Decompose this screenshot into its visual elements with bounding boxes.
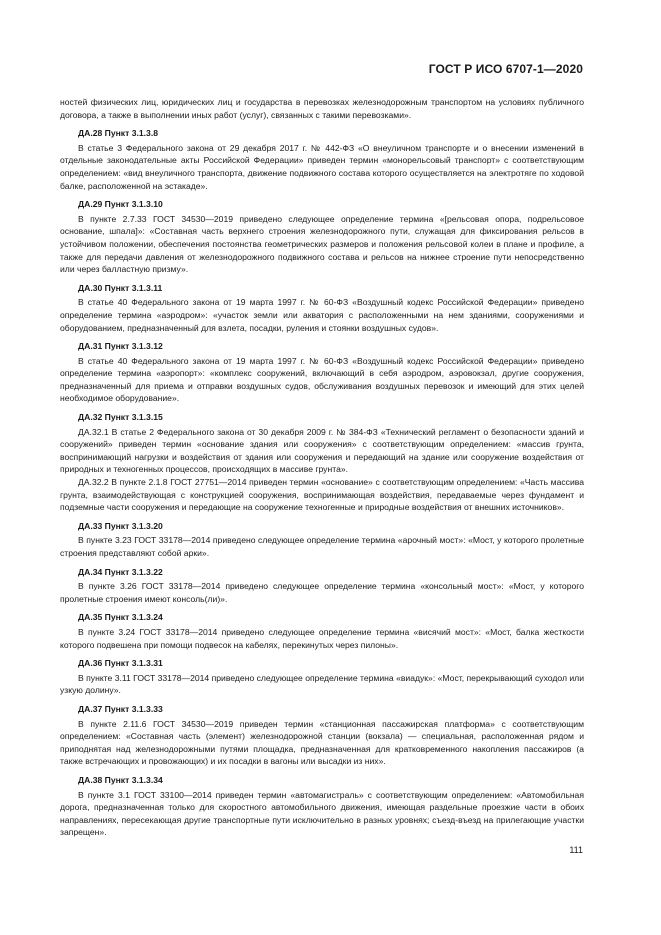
page-number: 111 <box>569 845 583 855</box>
section-heading: ДА.30 Пункт 3.1.3.11 <box>78 282 163 293</box>
section-paragraph: В пункте 3.26 ГОСТ 33178—2014 приведено следующее определение термина «консольный мост»: «Мост, у которого пролетные строения имеют консоль(ли)». <box>60 581 584 604</box>
section-heading: ДА.36 Пункт 3.1.3.31 <box>78 658 163 669</box>
section-heading: ДА.31 Пункт 3.1.3.12 <box>78 341 163 352</box>
section-paragraph: В пункте 3.11 ГОСТ 33178—2014 приведено следующее определение термина «виадук»: «Мост, перекрывающий суходол или узкую долину». <box>60 672 584 696</box>
section-paragraph: В пункте 3.23 ГОСТ 33178—2014 приведено следующее определение термина «арочный мост»: «Мост, у которого пролетные строения представляют собой арки». <box>60 535 584 558</box>
section-paragraph: В пункте 2.11.6 ГОСТ 34530—2019 приведен термин «станционная пассажирская платформа» с соответствующим определением: «Составная часть (элемент) железнодорожной станции (вокзала) — специальная, расположенная рядом и приподнятая над железнодорожными путями площадка, предназначенная для кратковременного накопления пассажиров (а также встречающих и провожающих) и их посадки в вагоны или высадки из них». <box>60 718 584 767</box>
document-code-header: ГОСТ Р ИСО 6707-1—2020 <box>428 62 583 76</box>
section-paragraph: В пункте 3.24 ГОСТ 33178—2014 приведено следующее определение термина «висячий мост»: «Мост, балка жесткости которого подвешена при помощи подвесок на кабелях, перекинутых через пилоны». <box>60 626 584 650</box>
section-heading: ДА.37 Пункт 3.1.3.33 <box>78 703 163 714</box>
document-body <box>60 96 584 839</box>
intro-continuation-text: ностей физических лиц, юридических лиц и государства в перевозках железнодорожным транспортом на условиях публичного договора, а также в выполнении иных работ (услуг), связанных с такими перевозками». <box>60 97 584 120</box>
section-paragraph: ДА.32.1 В статье 2 Федерального закона от 30 декабря 2009 г. № 384-ФЗ «Технический регламент о безопасности зданий и сооружений» приведен термин «основание здания или сооружения» с соответствующим определением: «массив грунта, воспринимающий нагрузки и воздействия от здания или сооружения и передающий на здание или сооружение воздействия от природных и техногенных процессов, происходящих в массиве грунта». <box>60 426 584 475</box>
section-paragraph: В статье 40 Федерального закона от 19 марта 1997 г. № 60-ФЗ «Воздушный кодекс Российской Федерации» приведено определение термина «аэропорт»: «комплекс сооружений, включающий в себя аэродром, аэровокзал, другие сооружения, предназначенный для приема и отправки воздушных судов, обслуживания воздушных перевозок и имеющий для этих целей необходимое оборудование». <box>60 355 584 404</box>
section-heading: ДА.29 Пункт 3.1.3.10 <box>78 199 163 210</box>
section-heading: ДА.28 Пункт 3.1.3.8 <box>78 128 158 139</box>
section-heading: ДА.35 Пункт 3.1.3.24 <box>78 612 163 623</box>
section-paragraph: В пункте 2.7.33 ГОСТ 34530—2019 приведено следующее определение термина «[рельсовая опора, подрельсовое основание, шпала]»: «Составная часть верхнего строения железнодорожного пути, служащая для фиксирования рельсов в устойчивом положении, обеспечения постоянства геометрических размеров и положения рельсовой колеи в плане и профиле, а также для передачи давления от железнодорожного подвижного состава и рельсов на нижнее строение пути непосредственно или через балластную призму». <box>60 213 584 275</box>
section-heading: ДА.38 Пункт 3.1.3.34 <box>78 774 163 785</box>
section-heading: ДА.33 Пункт 3.1.3.20 <box>78 520 163 531</box>
section-paragraph: В статье 40 Федерального закона от 19 марта 1997 г. № 60-ФЗ «Воздушный кодекс Российской Федерации» приведено определение термина «аэродром»: «участок земли или акватория с расположенными на нем зданиями, сооружениями и оборудованием, предназначенный для взлета, посадки, руления и стоянки воздушных судов». <box>60 297 584 333</box>
section-paragraph: В статье 3 Федерального закона от 29 декабря 2017 г. № 442-ФЗ «О внеуличном транспорте и о внесении изменений в отдельные законодательные акты Российской Федерации» приведен термин «монорельсовый транспорт» с соответствующим определением: «вид внеуличного транспорта, движение подвижного состава которого осуществляется на электротяге по ходовой балке, расположенной на эстакаде». <box>60 142 584 191</box>
section-paragraph: В пункте 3.1 ГОСТ 33100—2014 приведен термин «автомагистраль» с соответствующим определением: «Автомобильная дорога, предназначенная только для скоростного автомобильного движения, имеющая раздельные проезжие части в обоих направлениях, пересекающая другие транспортные пути исключительно в разных уровнях; съезд-въезд на прилегающие участки запрещен». <box>60 789 584 838</box>
section-paragraph: ДА.32.2 В пункте 2.1.8 ГОСТ 27751—2014 приведен термин «основание» с соответствующим определением: «Часть массива грунта, взаимодействующая с конструкцией сооружения, воспринимающая воздействия, передаваемые через фундамент и подземные части сооружения и передающие на сооружение техногенные и природные воздействия от внешних источников». <box>60 477 584 513</box>
sections-container <box>60 127 584 839</box>
section-heading: ДА.34 Пункт 3.1.3.22 <box>78 566 163 577</box>
section-heading: ДА.32 Пункт 3.1.3.15 <box>78 412 163 423</box>
